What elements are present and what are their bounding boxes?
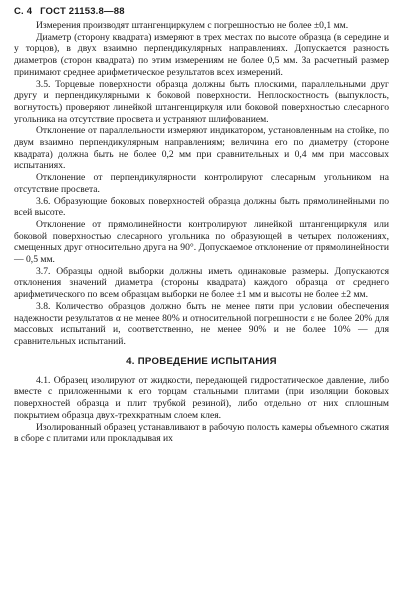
paragraph: Отклонение от параллельности измеряют индикатором, установленным на стойке, по двум взаимно перпендикулярным направлениям; величина его по диаметру (стороне квадрата) должна быть не более 0,2 мм при сравнительных и 0,4 мм при массовых испытаниях. (14, 125, 389, 172)
paragraph: Отклонение от прямолинейности контролируют линейкой штангенциркуля или боковой поверхностью слесарного угольника по образующей в четырех положениях, смещенных друг относительно друга на 90°. Допускаемое отклонение от прямолинейности — 0,5 мм. (14, 218, 389, 266)
page-number: С. 4 (14, 6, 33, 17)
paragraph: Изолированный образец устанавливают в рабочую полость камеры объемного сжатия в сборе с плитами или прокладывая их (14, 421, 389, 445)
paragraph: 3.5. Торцевые поверхности образца должны быть плоскими, параллельными друг другу и перпендикулярными к боковой поверхности. Неплоскостность (выпуклость, вогнутость) проверяют линейкой штангенциркуля или боковой поверхностью слесарного угольника на отсутствие просвета и устраняют шлифованием. (14, 78, 389, 125)
section-title: 4. ПРОВЕДЕНИЕ ИСПЫТАНИЯ (126, 355, 277, 367)
paragraph: Диаметр (сторону квадрата) измеряют в трех местах по высоте образца (в середине и у торцов), в двух взаимно перпендикулярных направлениях. Допускается разность диаметров (сторон квадрата) по этим измерениям не более 0,5 мм. За расчетный размер принимают среднее арифметическое результатов всех измерений. (14, 31, 389, 78)
paragraph: 4.1. Образец изолируют от жидкости, передающей гидростатическое давление, либо вместе с приложенными к его торцам стальными плитами (при изоляции боковых поверхностей образца и плит трубкой резиной), либо отдельно от них сплошным покрытием образца двух-трехкратным слоем клея. (14, 374, 389, 421)
paragraph: 3.8. Количество образцов должно быть не менее пяти при условии обеспечения надежности результатов α не менее 80% и относительной погрешности ε не более 20% для массовых испытаний и, соответственно, не менее 90% и не более 10% — для сравнительных испытаний. (14, 300, 389, 347)
standard-code: ГОСТ 21153.8—88 (40, 6, 125, 17)
paragraph: 3.7. Образцы одной выборки должны иметь одинаковые размеры. Допускаются отклонения значений диаметра (стороны квадрата) каждого образца от среднего арифметического по всем образцам выборки не более ±1 мм и высоты не более ±2 мм. (14, 265, 389, 301)
page-header (14, 6, 389, 17)
paragraph: 3.6. Образующие боковых поверхностей образца должны быть прямолинейными по всей высоте. (14, 195, 389, 219)
paragraph: Измерения производят штангенциркулем с погрешностью не более ±0,1 мм. (36, 20, 349, 31)
paragraph: Отклонение от перпендикулярности контролируют слесарным угольником на отсутствие просвета. (14, 172, 389, 195)
